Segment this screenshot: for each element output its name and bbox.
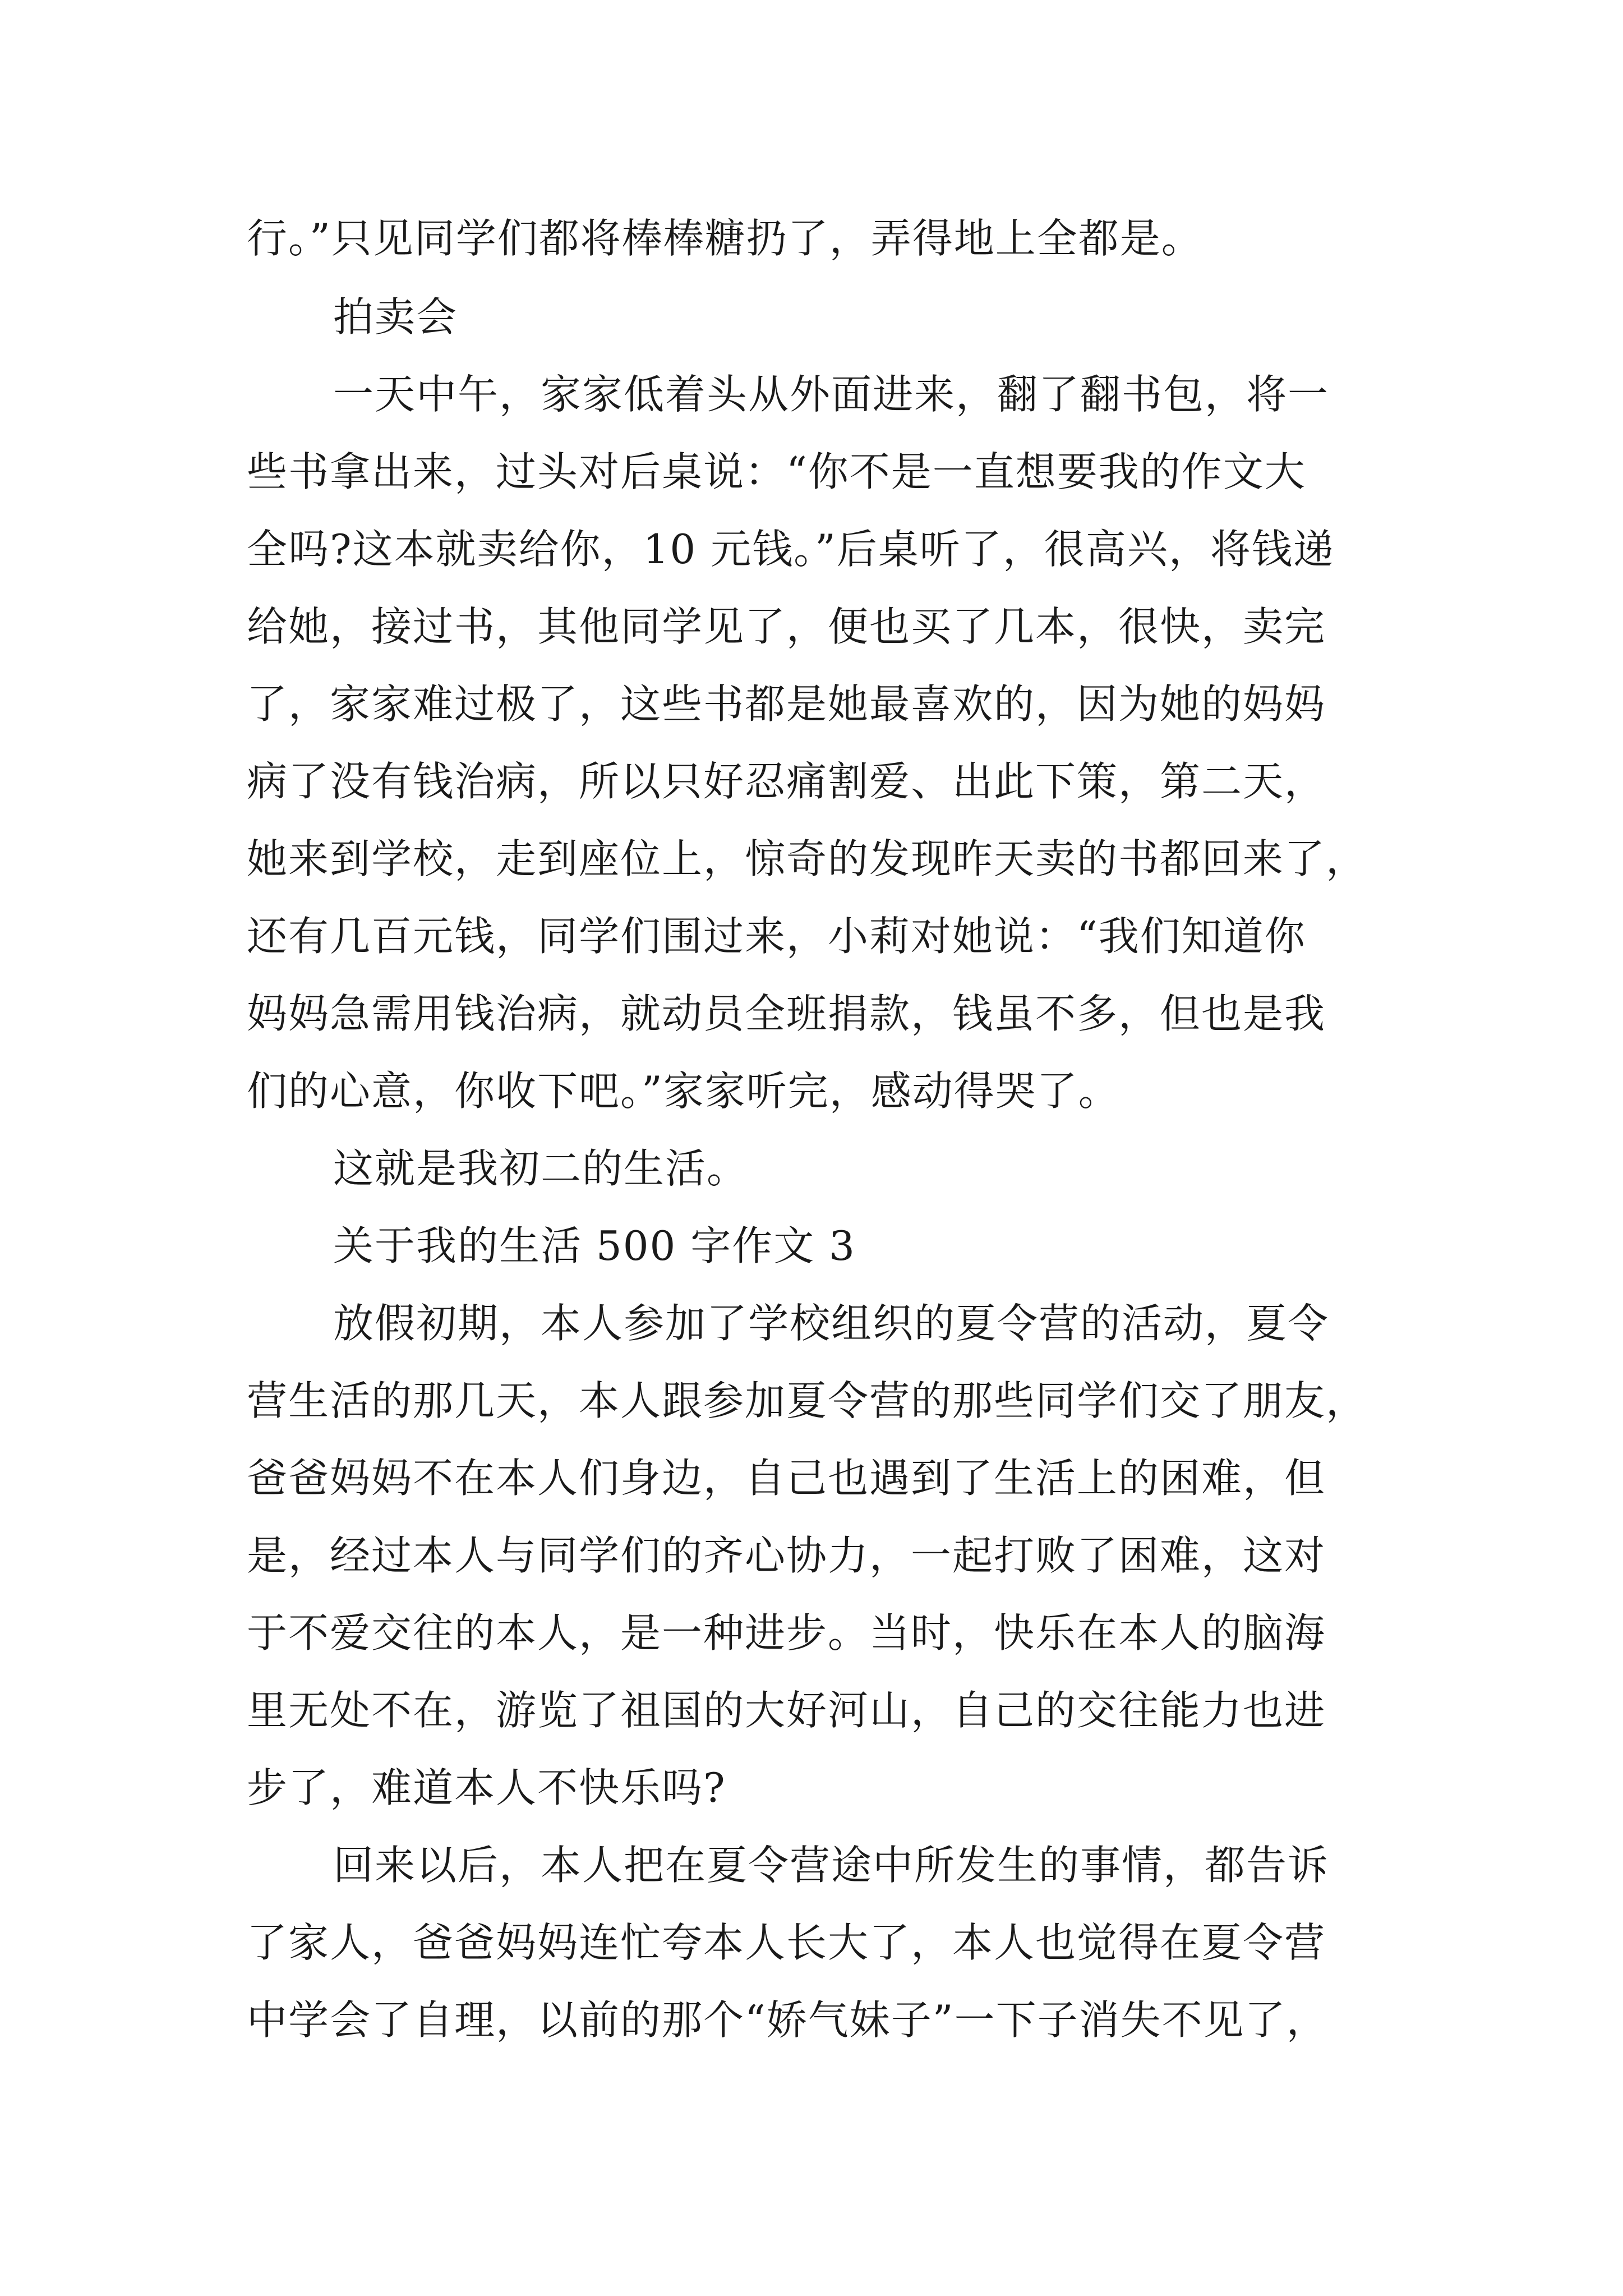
text-line: 了家人，爸爸妈妈连忙夸本人长大了，本人也觉得在夏令营 <box>247 1919 1326 1966</box>
text-line: 给她，接过书，其他同学见了，便也买了几本，很快，卖完 <box>247 603 1326 650</box>
section-heading: 拍卖会 <box>333 293 458 341</box>
paragraph-line: 放假初期，本人参加了学校组织的夏令营的活动，夏令 <box>333 1300 1330 1347</box>
text-line: 她来到学校，走到座位上，惊奇的发现昨天卖的书都回来了， <box>247 835 1368 882</box>
text-line: 步了，难道本人不快乐吗? <box>247 1764 726 1811</box>
text-line: 营生活的那几天，本人跟参加夏令营的那些同学们交了朋友， <box>247 1377 1368 1424</box>
text-line: 是，经过本人与同学们的齐心协力，一起打败了困难，这对 <box>247 1532 1326 1579</box>
text-line: 些书拿出来，过头对后桌说：“你不是一直想要我的作文大 <box>247 448 1306 495</box>
text-line: 全吗?这本就卖给你，10 元钱。”后桌听了，很高兴，将钱递 <box>247 526 1335 573</box>
section-heading: 关于我的生活 500 字作文 3 <box>333 1222 856 1269</box>
text-line: 们的心意，你收下吧。”家家听完，感动得哭了。 <box>247 1068 1120 1115</box>
paragraph-line: 回来以后，本人把在夏令营途中所发生的事情，都告诉 <box>333 1842 1330 1889</box>
text-line: 还有几百元钱，同学们围过来，小莉对她说：“我们知道你 <box>247 913 1306 960</box>
text-line: 爸爸妈妈不在本人们身边，自己也遇到了生活上的困难，但 <box>247 1455 1326 1502</box>
text-line: 妈妈急需用钱治病，就动员全班捐款，钱虽不多，但也是我 <box>247 990 1326 1037</box>
text-line: 里无处不在，游览了祖国的大好河山，自己的交往能力也进 <box>247 1687 1326 1734</box>
text-line: 行。”只见同学们都将棒棒糖扔了，弄得地上全都是。 <box>247 215 1203 262</box>
text-line: 病了没有钱治病，所以只好忍痛割爱、出此下策，第二天， <box>247 758 1326 805</box>
paragraph-line: 这就是我初二的生活。 <box>333 1145 749 1192</box>
text-line: 于不爱交往的本人，是一种进步。当时，快乐在本人的脑海 <box>247 1609 1326 1657</box>
text-line: 了，家家难过极了，这些书都是她最喜欢的，因为她的妈妈 <box>247 680 1326 728</box>
text-line: 中学会了自理，以前的那个“娇气妹子”一下子消失不见了， <box>247 1996 1328 2044</box>
paragraph-line: 一天中午，家家低着头从外面进来，翻了翻书包，将一 <box>333 371 1330 418</box>
